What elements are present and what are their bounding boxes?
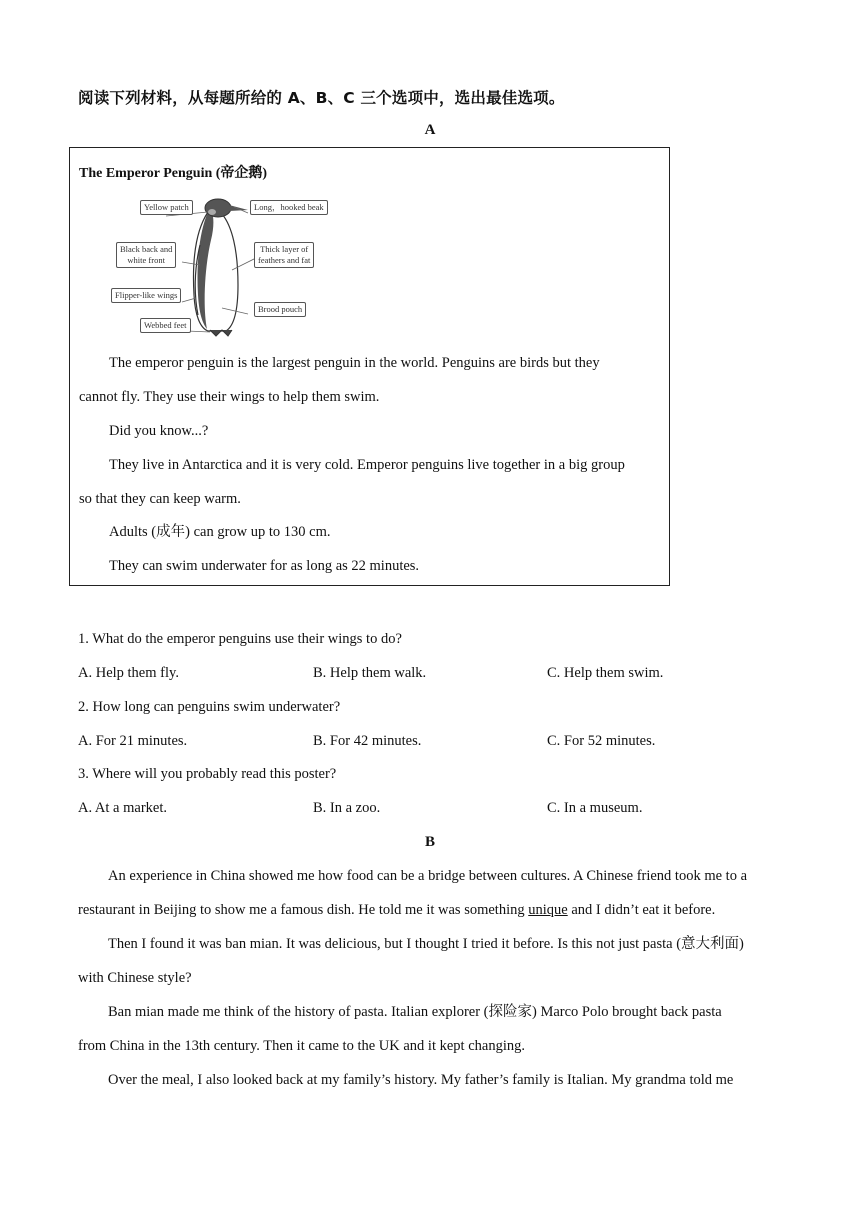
label-back-front-line1: Black back and: [120, 244, 173, 254]
passage-text: restaurant in Beijing to show me a famous dish. He told me it was something: [78, 902, 525, 918]
question-2-option-b[interactable]: B. For 42 minutes.: [313, 733, 422, 749]
question-2-option-a[interactable]: A. For 21 minutes.: [78, 733, 188, 749]
passage-line: An experience in China showed me how food can be a bridge between cultures. A Chinese friend took me to a: [108, 868, 748, 884]
poster-paragraph: Did you know...?: [109, 423, 209, 439]
poster-title: The Emperor Penguin (帝企鹅): [79, 166, 268, 181]
poster-paragraph: They can swim underwater for as long as 22 minutes.: [109, 558, 420, 574]
label-back-front: [116, 242, 176, 268]
question-3-option-b[interactable]: B. In a zoo.: [313, 800, 381, 816]
penguin-poster: [69, 147, 670, 586]
passage-line: with Chinese style?: [78, 970, 192, 986]
passage-line: Over the meal, I also looked back at my family’s history. My father’s family is Italian. My grandma told me: [108, 1072, 734, 1088]
section-b-label: B: [424, 834, 435, 850]
label-feathers-line1: Thick layer of: [260, 244, 309, 254]
label-back-front-line2: white front: [127, 255, 165, 265]
label-beak: Long，hooked beak: [250, 200, 328, 215]
label-yellow-patch: Yellow patch: [140, 200, 193, 215]
passage-line: [78, 901, 715, 919]
question-2-option-c[interactable]: C. For 52 minutes.: [547, 733, 656, 749]
poster-paragraph: Adults (成年) can grow up to 130 cm.: [109, 524, 331, 540]
question-1-option-b[interactable]: B. Help them walk.: [313, 665, 427, 681]
label-feathers-line2: feathers and fat: [258, 255, 311, 265]
question-3-option-c[interactable]: C. In a museum.: [547, 800, 643, 816]
passage-line: Then I found it was ban mian. It was delicious, but I thought I tried it before. Is this not just pasta (意大利面): [108, 936, 744, 952]
underlined-word-unique: unique: [528, 902, 568, 918]
poster-paragraph: They live in Antarctica and it is very cold. Emperor penguins live together in a big group: [109, 457, 625, 473]
label-feet: Webbed feet: [140, 318, 191, 333]
poster-paragraph: The emperor penguin is the largest penguin in the world. Penguins are birds but they: [109, 355, 600, 371]
label-wings: Flipper-like wings: [111, 288, 181, 303]
poster-paragraph: cannot fly. They use their wings to help them swim.: [79, 389, 380, 405]
passage-text: and I didn’t eat it before.: [571, 902, 716, 918]
label-pouch: Brood pouch: [254, 302, 306, 317]
question-3: 3. Where will you probably read this poster?: [78, 766, 337, 782]
question-2: 2. How long can penguins swim underwater?: [78, 699, 341, 715]
passage-line: from China in the 13th century. Then it came to the UK and it kept changing.: [78, 1038, 525, 1054]
penguin-diagram: [108, 190, 338, 340]
section-a-label: A: [424, 122, 436, 138]
question-3-option-a[interactable]: A. At a market.: [78, 800, 167, 816]
poster-paragraph: so that they can keep warm.: [79, 491, 241, 507]
label-feathers: [254, 242, 314, 268]
question-1-option-a[interactable]: A. Help them fly.: [78, 665, 179, 681]
question-1-option-c[interactable]: C. Help them swim.: [547, 665, 664, 681]
passage-line: Ban mian made me think of the history of pasta. Italian explorer (探险家) Marco Polo brought back pasta: [108, 1004, 722, 1020]
instruction-heading: 阅读下列材料，从每题所给的 A、B、C 三个选项中，选出最佳选项。: [78, 89, 565, 107]
question-1: 1. What do the emperor penguins use their wings to do?: [78, 631, 402, 647]
